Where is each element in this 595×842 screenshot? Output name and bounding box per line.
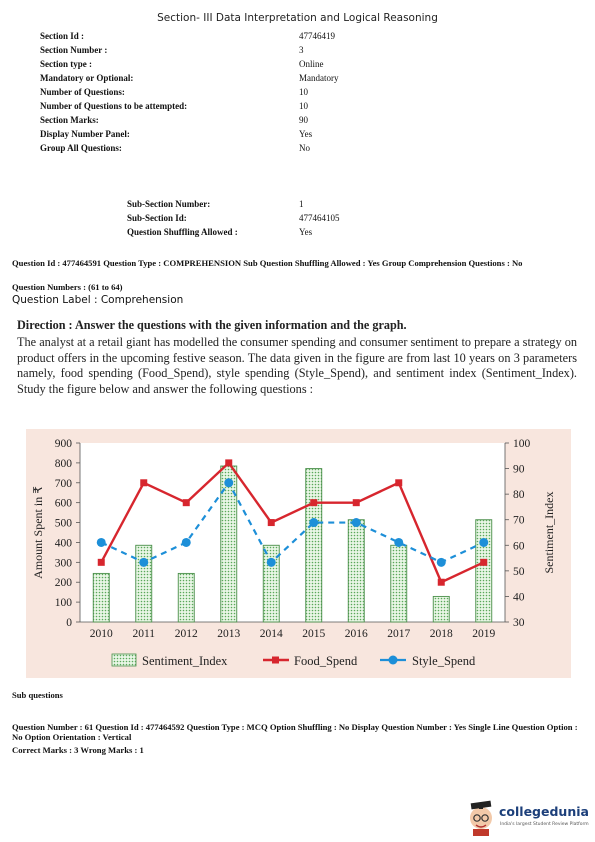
sentiment-bar	[136, 545, 152, 622]
meta-key: Section Marks:	[40, 115, 99, 125]
subsection-meta	[127, 197, 387, 239]
x-tick-label: 2012	[174, 628, 198, 640]
sentiment-bar	[391, 545, 407, 622]
style-spend-point	[139, 558, 148, 567]
legend-food-label: Food_Spend	[294, 654, 358, 668]
meta-row	[40, 113, 360, 127]
legend-style-label: Style_Spend	[412, 654, 476, 668]
meta-row	[40, 29, 360, 43]
x-tick-label: 2018	[429, 628, 453, 640]
section-meta	[40, 29, 360, 155]
food-spend-point	[395, 479, 402, 486]
y-tick-label: 600	[54, 497, 72, 510]
meta-row	[40, 99, 360, 113]
y-right-tick-label: 50	[513, 565, 525, 578]
x-tick-label: 2019	[472, 628, 496, 640]
meta-key: Sub-Section Id:	[127, 213, 187, 223]
x-tick-label: 2017	[387, 628, 411, 640]
comprehension-paragraph: The analyst at a retail giant has modelled the consumer spending and consumer sentiment to prepare a strategy on product offers in the upcoming festive season. The data given in the figure are from last 10 years on 3 parameters namely, food spending (Food_Spend), style spending (Style_Spend), and sentiment index (Sentiment_Index). Study the figure below and answer the following questions :	[17, 335, 577, 396]
meta-key: Mandatory or Optional:	[40, 73, 134, 83]
food-spend-point	[98, 559, 105, 566]
y-right-axis-title: Sentiment_Index	[542, 491, 556, 574]
y-tick-label: 300	[54, 557, 72, 570]
style-spend-point	[437, 558, 446, 567]
meta-value: 10	[299, 87, 308, 97]
food-spend-point	[225, 459, 232, 466]
sub-question-info: Question Number : 61 Question Id : 477464592 Question Type : MCQ Option Shuffling : No Display Question Number : Yes Single Line Question Option : No Option Orientation : Vertical	[12, 722, 578, 742]
food-spend-point	[268, 519, 275, 526]
legend-style-marker	[389, 656, 398, 665]
logo-wordmark: collegedunia	[499, 804, 589, 819]
question-info: Question Id : 477464591 Question Type : COMPREHENSION Sub Question Shuffling Allowed : Yes Group Comprehension Questions : No	[12, 258, 523, 268]
meta-key: Section Number :	[40, 45, 108, 55]
collegedunia-logo	[465, 798, 590, 838]
x-tick-label: 2011	[132, 628, 156, 640]
food-spend-point	[438, 579, 445, 586]
style-spend-point	[479, 538, 488, 547]
meta-value: Yes	[299, 129, 313, 139]
meta-key: Section Id :	[40, 31, 85, 41]
meta-key: Section type :	[40, 59, 92, 69]
y-right-tick-label: 100	[513, 438, 531, 450]
meta-row	[40, 141, 360, 155]
y-right-tick-label: 60	[513, 540, 525, 553]
meta-row	[40, 127, 360, 141]
meta-row	[40, 57, 360, 71]
x-tick-label: 2013	[217, 628, 241, 640]
combo-chart	[26, 429, 571, 678]
style-spend-point	[224, 478, 233, 487]
y-tick-label: 900	[54, 438, 72, 450]
legend-sentiment-swatch	[112, 654, 136, 666]
logo-tagline: India's largest Student Review Platform	[500, 822, 589, 827]
meta-value: Online	[299, 59, 324, 69]
sentiment-bar	[476, 520, 492, 622]
meta-key: Number of Questions:	[40, 87, 125, 97]
sub-questions-label: Sub questions	[12, 690, 63, 700]
food-spend-point	[480, 559, 487, 566]
y-axis-title: Amount Spent in ₹	[31, 486, 45, 579]
meta-row	[40, 71, 360, 85]
y-right-tick-label: 80	[513, 489, 525, 502]
meta-row	[127, 225, 387, 239]
style-spend-point	[352, 518, 361, 527]
meta-value: Yes	[299, 227, 313, 237]
y-tick-label: 700	[54, 477, 72, 490]
question-numbers: Question Numbers : (61 to 64)	[12, 282, 123, 292]
meta-key: Sub-Section Number:	[127, 199, 211, 209]
style-spend-point	[182, 538, 191, 547]
y-right-tick-label: 70	[513, 514, 525, 527]
legend-sentiment-label: Sentiment_Index	[142, 654, 228, 668]
meta-row	[40, 85, 360, 99]
x-tick-label: 2010	[89, 628, 113, 640]
page-header: Section- III Data Interpretation and Logical Reasoning	[157, 12, 438, 24]
meta-value: 47746419	[299, 31, 335, 41]
y-right-tick-label: 90	[513, 463, 525, 476]
style-spend-point	[97, 538, 106, 547]
y-tick-label: 400	[54, 537, 72, 550]
y-tick-label: 0	[66, 617, 72, 629]
sentiment-bar	[178, 573, 194, 622]
meta-value: 477464105	[299, 213, 340, 223]
style-spend-point	[394, 538, 403, 547]
food-spend-point	[183, 499, 190, 506]
x-tick-label: 2014	[259, 628, 283, 640]
meta-value: No	[299, 143, 310, 153]
style-spend-point	[309, 518, 318, 527]
meta-row	[40, 43, 360, 57]
y-tick-label: 200	[54, 577, 72, 590]
meta-value: 90	[299, 115, 308, 125]
sentiment-bar	[93, 573, 109, 622]
question-label: Question Label : Comprehension	[12, 294, 184, 306]
meta-row	[127, 197, 387, 211]
x-tick-label: 2015	[302, 628, 326, 640]
y-right-tick-label: 30	[513, 617, 525, 629]
y-tick-label: 800	[54, 457, 72, 470]
meta-row	[127, 211, 387, 225]
food-spend-point	[140, 479, 147, 486]
meta-value: 3	[299, 45, 304, 55]
meta-key: Display Number Panel:	[40, 129, 130, 139]
meta-key: Group All Questions:	[40, 143, 122, 153]
legend-food-marker	[272, 657, 279, 664]
meta-key: Question Shuffling Allowed :	[127, 227, 238, 237]
x-tick-label: 2016	[344, 628, 368, 640]
meta-key: Number of Questions to be attempted:	[40, 101, 188, 111]
direction-text: Direction : Answer the questions with the given information and the graph.	[17, 318, 407, 332]
meta-value: Mandatory	[299, 73, 339, 83]
sentiment-bar	[348, 520, 364, 622]
style-spend-point	[267, 558, 276, 567]
meta-value: 10	[299, 101, 308, 111]
chart-area	[26, 429, 571, 678]
food-spend-point	[310, 499, 317, 506]
meta-value: 1	[299, 199, 304, 209]
sentiment-bar	[306, 469, 322, 622]
y-right-tick-label: 40	[513, 591, 525, 604]
mascot-icon	[465, 798, 497, 836]
sentiment-bar	[433, 596, 449, 622]
y-tick-label: 500	[54, 517, 72, 530]
food-spend-point	[353, 499, 360, 506]
y-tick-label: 100	[54, 597, 72, 610]
marks-info: Correct Marks : 3 Wrong Marks : 1	[12, 745, 144, 755]
